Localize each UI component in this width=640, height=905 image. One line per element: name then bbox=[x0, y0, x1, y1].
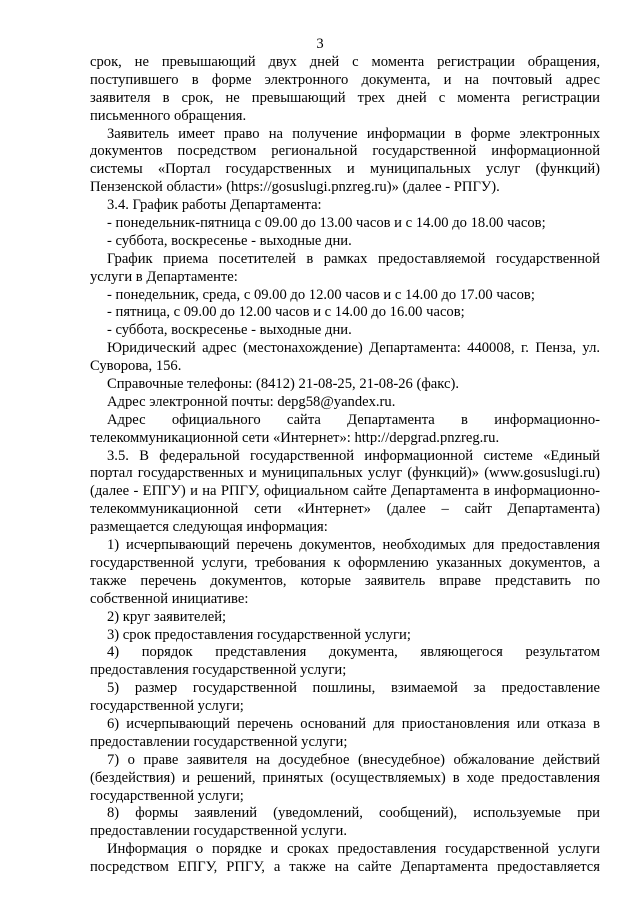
text-line: государственной услуги; bbox=[90, 698, 244, 715]
text-line: телекоммуникационной сети «Интернет»: http://depgrad.pnzreg.ru. bbox=[90, 429, 500, 446]
text-line: Заявитель имеет право на получение информации в форме электронных bbox=[107, 125, 600, 142]
text-line: - понедельник-пятница с 09.00 до 13.00 часов и с 14.00 до 18.00 часов; bbox=[107, 215, 546, 232]
text-line: (далее - ЕПГУ) и на РПГУ, официальном сайте Департамента в информационно- bbox=[90, 483, 600, 500]
text-line: поступившего в форме электронного документа, и на почтовый адрес bbox=[90, 71, 600, 88]
text-line: письменного обращения. bbox=[90, 107, 247, 124]
text-line: (бездействия) и решений, принятых (осуществляемых) в ходе предоставления bbox=[90, 769, 600, 786]
text-line: предоставления государственной услуги; bbox=[90, 662, 347, 679]
text-line: государственной услуги; bbox=[90, 787, 244, 804]
text-line: срок, не превышающий двух дней с момента регистрации обращения, bbox=[90, 54, 600, 70]
text-line: Справочные телефоны: (8412) 21-08-25, 21-08-26 (факс). bbox=[107, 376, 459, 393]
text-line: документов посредством региональной государственной информационной bbox=[90, 143, 600, 160]
text-line: 1) исчерпывающий перечень документов, необходимых для предоставления bbox=[107, 537, 600, 554]
text-line: размещается следующая информация: bbox=[90, 519, 328, 536]
text-line: Юридический адрес (местонахождение) Департамента: 440008, г. Пенза, ул. bbox=[107, 340, 600, 357]
text-line: 3.5. В федеральной государственной информационной системе «Единый bbox=[107, 447, 600, 464]
text-line: также перечень документов, которые заявитель вправе представить по bbox=[90, 572, 600, 589]
text-line: 6) исчерпывающий перечень оснований для приостановления или отказа в bbox=[107, 715, 600, 732]
text-line: 7) о праве заявителя на досудебное (внесудебное) обжалование действий bbox=[107, 751, 600, 768]
text-line: Адрес электронной почты: depg58@yandex.ru. bbox=[107, 393, 396, 410]
text-line: 2) круг заявителей; bbox=[107, 608, 227, 625]
text-line: - пятница, с 09.00 до 12.00 часов и с 14.00 до 16.00 часов; bbox=[107, 304, 465, 321]
text-line: заявителя в срок, не превышающий трех дней с момента регистрации bbox=[90, 89, 600, 106]
text-line: телекоммуникационной сети «Интернет» (далее – сайт Департамента) bbox=[90, 501, 600, 518]
text-line: 8) формы заявлений (уведомлений, сообщений), используемые при bbox=[107, 805, 600, 822]
text-line: предоставлении государственной услуги. bbox=[90, 823, 347, 840]
text-line: системы «Портал государственных и муниципальных услуг (функций) bbox=[90, 161, 600, 178]
text-line: 4) порядок представления документа, являющегося результатом bbox=[107, 644, 600, 661]
page-number: 3 bbox=[316, 36, 324, 52]
text-line: Адрес официального сайта Департамента в информационно- bbox=[107, 411, 600, 428]
text-line: посредством ЕПГУ, РПГУ, а также на сайте Департамента предоставляется bbox=[90, 859, 600, 876]
text-line: 5) размер государственной пошлины, взимаемой за предоставление bbox=[107, 680, 600, 697]
text-line: График приема посетителей в рамках предоставляемой государственной bbox=[107, 250, 600, 267]
text-line: государственной услуги, требования к оформлению указанных документов, а bbox=[90, 554, 600, 571]
text-line: Суворова, 156. bbox=[90, 358, 182, 375]
text-line: 3.4. График работы Департамента: bbox=[107, 197, 322, 214]
text-line: - понедельник, среда, с 09.00 до 12.00 часов и с 14.00 до 17.00 часов; bbox=[107, 286, 535, 303]
text-line: услуги в Департаменте: bbox=[90, 268, 238, 285]
document-body bbox=[90, 54, 600, 877]
text-line: предоставлении государственной услуги; bbox=[90, 733, 348, 750]
text-line: 3) срок предоставления государственной услуги; bbox=[107, 626, 411, 643]
text-line: - суббота, воскресенье - выходные дни. bbox=[107, 322, 352, 339]
text-line: портал государственных и муниципальных услуг (функций)» (www.gosuslugi.ru) bbox=[90, 465, 600, 482]
text-line: собственной инициативе: bbox=[90, 590, 249, 607]
text-line: Пензенской области» (https://gosuslugi.pnzreg.ru)» (далее - РПГУ). bbox=[90, 179, 500, 196]
text-line: - суббота, воскресенье - выходные дни. bbox=[107, 232, 352, 249]
text-line: Информация о порядке и сроках предоставления государственной услуги bbox=[107, 841, 600, 858]
